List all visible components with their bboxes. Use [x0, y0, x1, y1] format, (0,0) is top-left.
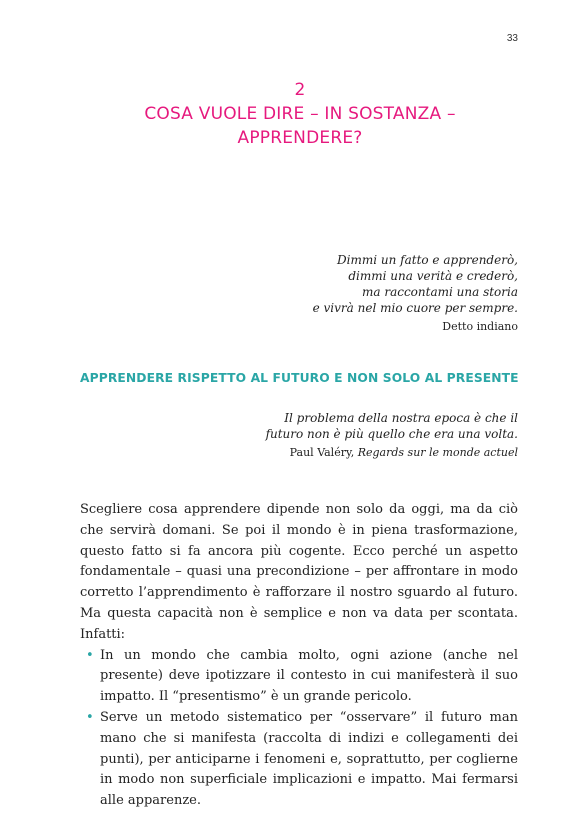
bullet-icon: • — [86, 647, 94, 663]
body-text — [80, 500, 518, 812]
epigraph-line: dimmi una verità e crederò, — [348, 269, 518, 283]
body-paragraph: Scegliere cosa apprendere dipende non solo da oggi, ma da ciò che servirà domani. Se poi il mondo è in piena trasformazione, questo fatto si fa ancora più cogente. Ecco perché un aspetto fondamentale – quasi una precondizione – per affrontare in modo corretto l’apprendimento è rafforzare il nostro sguardo al futuro. Ma questa capacità non è semplice e non va data per scontata. Infatti: — [80, 502, 518, 642]
bullet-text: In un mondo che cambia molto, ogni azione (anche nel presente) deve ipotizzare il contesto in cui manifesterà il suo impatto. Il “presentismo” è un grande pericolo. — [100, 647, 518, 705]
epigraph-attribution: Detto indiano — [442, 320, 518, 333]
chapter-heading — [80, 78, 520, 150]
chapter-number: 2 — [294, 80, 306, 100]
bullet-item — [88, 646, 518, 708]
chapter-epigraph — [218, 252, 518, 335]
bullet-icon: • — [86, 709, 94, 725]
chapter-title-line-1: COSA VUOLE DIRE – IN SOSTANZA – — [144, 104, 456, 124]
section-epigraph-line: futuro non è più quello che era una volta. — [265, 427, 518, 441]
epigraph-line: Dimmi un fatto e apprenderò, — [337, 253, 518, 267]
section-epigraph — [158, 410, 518, 461]
epigraph-line: ma raccontami una storia — [362, 285, 518, 299]
attribution-work: Regards sur le monde actuel — [357, 446, 518, 459]
bullet-item — [88, 708, 518, 812]
bullet-text: Serve un metodo sistematico per “osservare” il futuro man mano che si manifesta (raccolta di indizi e collegamenti dei punti), per anticiparne i fenomeni e, soprattutto, per coglierne in modo non superficiale implicazioni e impatto. Mai fermarsi alle apparenze. — [100, 709, 518, 809]
attribution-author: Paul Valéry, — [289, 446, 358, 459]
page-number: 33 — [506, 33, 518, 44]
section-epigraph-attribution — [158, 445, 518, 461]
section-epigraph-line: Il problema della nostra epoca è che il — [284, 411, 518, 425]
chapter-title-line-2: APPRENDERE? — [237, 128, 363, 148]
bullet-list — [80, 646, 518, 812]
section-heading: APPRENDERE RISPETTO AL FUTURO E NON SOLO AL PRESENTE — [80, 371, 519, 385]
epigraph-line: e vivrà nel mio cuore per sempre. — [312, 301, 518, 315]
